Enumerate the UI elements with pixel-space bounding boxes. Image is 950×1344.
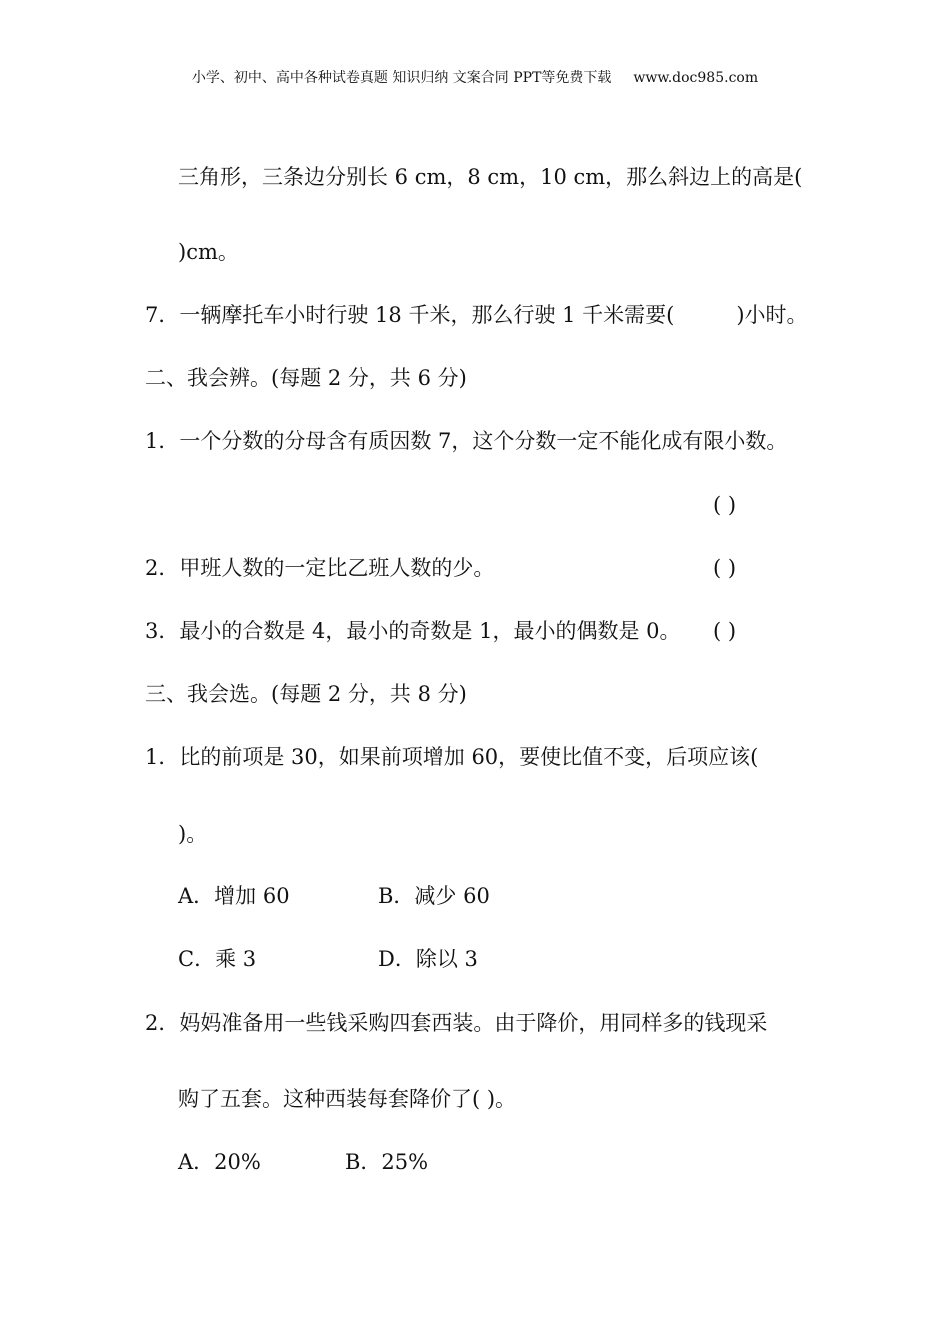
s3-q1-option-a: A．增加 60: [178, 884, 290, 908]
s3-q2-option-b: B．25%: [345, 1150, 429, 1174]
q7-number: 7．: [145, 303, 180, 327]
q7: [145, 301, 808, 329]
s3-q1-number: 1．: [145, 745, 180, 769]
s2-item-1-answer: ( ): [713, 493, 737, 517]
s3-q1-option-b: B．减少 60: [378, 884, 490, 908]
q7-text-before: 一辆摩托车: [179, 303, 285, 327]
s2-item-3-text: 最小的合数是 4，最小的奇数是 1，最小的偶数是 0。: [179, 619, 681, 643]
header-left-text: 小学、初中、高中各种试卷真题 知识归纳 文案合同 PPT等免费下载: [191, 70, 612, 86]
s2-item-2-text3: 少。: [452, 556, 495, 580]
s2-item-3-answer: ( ): [713, 619, 737, 643]
s3-q2-number: 2．: [145, 1011, 180, 1035]
q7-text-after: 小时行驶 18 千米，那么行驶 1 千米需要(: [284, 303, 675, 327]
page-header: [0, 68, 950, 88]
s3-q2-line1: [145, 1009, 767, 1037]
s2-item-1-number: 1．: [145, 429, 180, 453]
s2-item-1-text: 一个分数的分母含有质因数 7，这个分数一定不能化成有限小数。: [179, 429, 788, 453]
s3-q1-option-c: C．乘 3: [178, 947, 257, 971]
s2-item-3-number: 3．: [145, 619, 180, 643]
section3-title: 三、我会选。(每题 2 分，共 8 分): [145, 682, 467, 706]
s2-item-2-answer: ( ): [713, 556, 737, 580]
s2-item-2-text2: 一定比乙班人数的: [284, 556, 453, 580]
header-url: www.doc985.com: [633, 70, 759, 86]
section2-title: 二、我会辨。(每题 2 分，共 6 分): [145, 366, 467, 390]
s3-q1-option-d: D．除以 3: [378, 947, 478, 971]
q6-continuation-line1: 三角形，三条边分别长 6 cm，8 cm，10 cm，那么斜边上的高是(: [178, 165, 803, 189]
s3-q2-line2: 购了五套。这种西装每套降价了( )。: [178, 1087, 517, 1111]
s3-q2-option-a: A．20%: [178, 1150, 261, 1174]
s2-item-1: [145, 427, 787, 455]
s3-q1-line2: )。: [178, 822, 208, 846]
q7-text-end: )小时。: [736, 303, 808, 327]
q6-continuation-line2: )cm。: [178, 240, 239, 264]
s2-item-2: [145, 554, 494, 582]
s2-item-2-text: 甲班人数的: [179, 556, 285, 580]
s3-q1-text1: 比的前项是 30，如果前项增加 60，要使比值不变，后项应该(: [179, 745, 759, 769]
s2-item-3: [145, 617, 680, 645]
s3-q2-text1: 妈妈准备用一些钱采购四套西装。由于降价，用同样多的钱现采: [179, 1011, 768, 1035]
s2-item-2-number: 2．: [145, 556, 180, 580]
s3-q1-line1: [145, 743, 758, 771]
